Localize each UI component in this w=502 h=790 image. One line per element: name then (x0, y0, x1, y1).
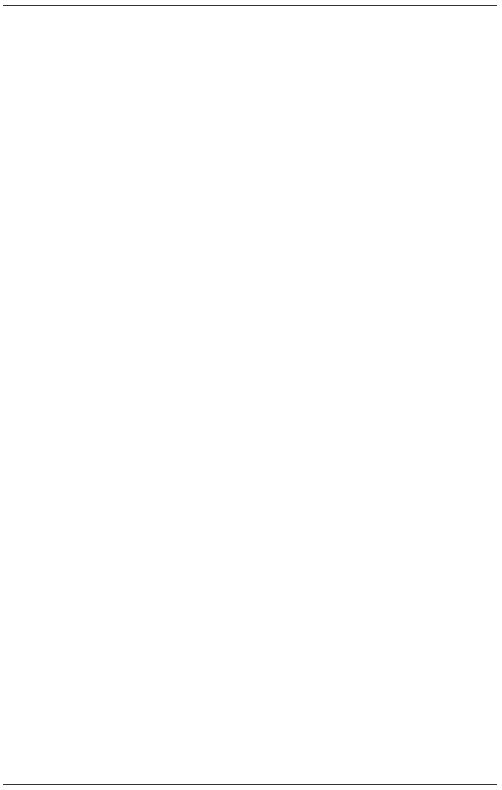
horoscope-table (3, 5, 497, 785)
